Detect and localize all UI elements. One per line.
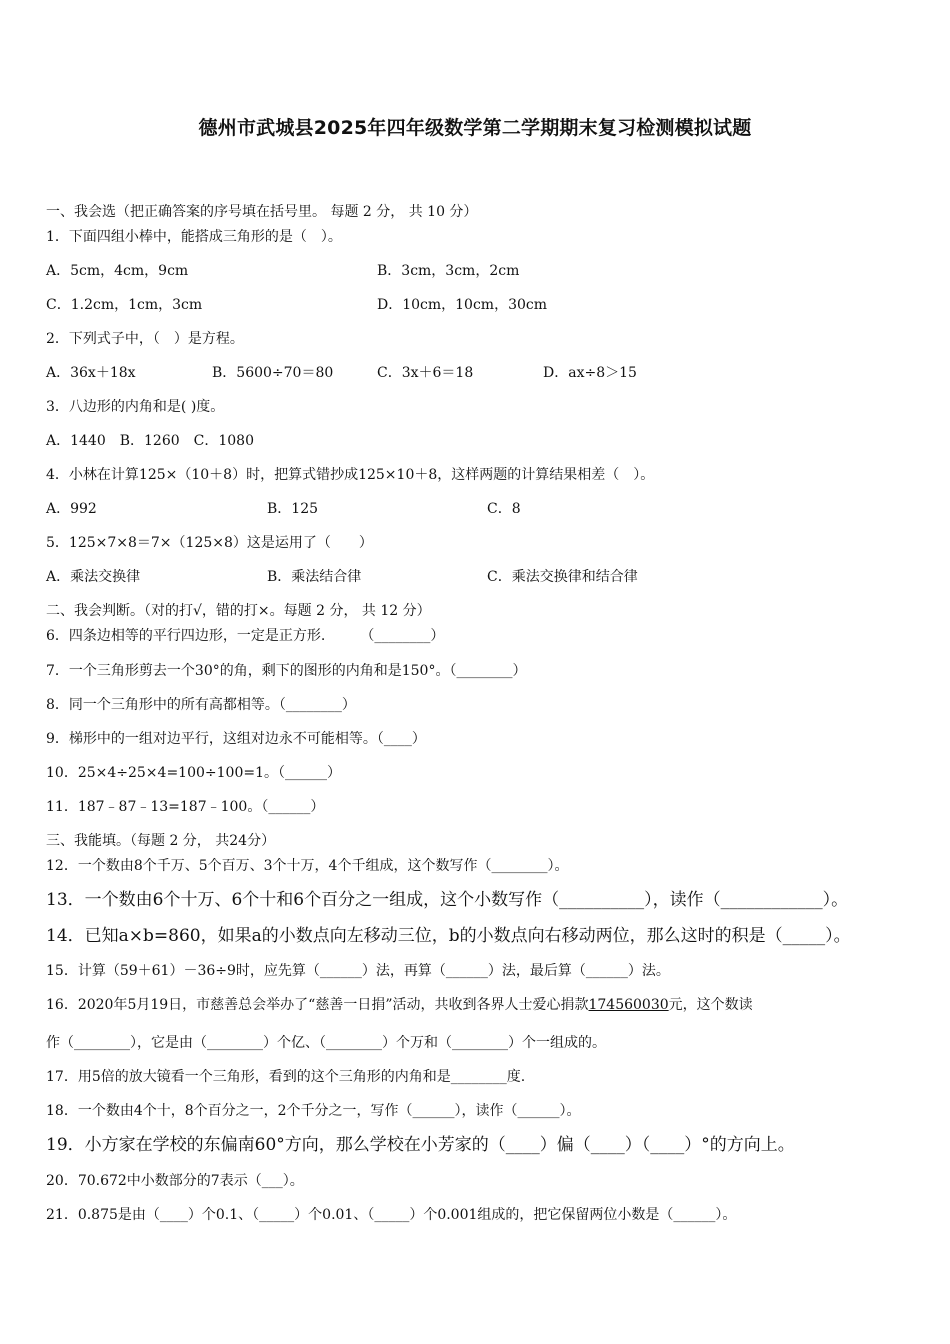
question-11: 11．187﹣87﹣13=187﹣100。（______）: [46, 799, 325, 815]
section-heading-fill: 三、我能填。（每题 2 分， 共24分）: [46, 833, 276, 849]
q1-option-c[interactable]: C．1.2cm，1cm，3cm: [46, 297, 203, 313]
exam-title: 德州市武城县2025年四年级数学第二学期期末复习检测模拟试题: [198, 117, 752, 139]
q2-option-b[interactable]: B．5600÷70＝80: [212, 365, 334, 381]
q2-option-c[interactable]: C．3x＋6＝18: [377, 365, 474, 381]
question-20: 20．70.672中小数部分的7表示（___）。: [46, 1173, 304, 1189]
question-15: 15．计算（59＋61）－36÷9时，应先算（______）法，再算（______）法，最后算（______）法。: [46, 963, 670, 979]
q5-option-a[interactable]: A．乘法交换律: [46, 569, 141, 585]
q3-options[interactable]: A．1440 B．1260 C．1080: [46, 433, 254, 449]
question-7: 7．一个三角形剪去一个30°的角，剩下的图形的内角和是150°。（________）: [46, 663, 527, 679]
question-14: 14．已知a×b=860，如果a的小数点向左移动三位，b的小数点向右移动两位，那么这时的积是（_____）。: [46, 926, 851, 946]
q5-option-c[interactable]: C．乘法交换律和结合律: [487, 569, 638, 585]
q1-option-d[interactable]: D．10cm，10cm，30cm: [377, 297, 548, 313]
section-heading-choice: 一、我会选（把正确答案的序号填在括号里。 每题 2 分， 共 10 分）: [46, 204, 478, 220]
question-19: 19．小方家在学校的东偏南60°方向，那么学校在小芳家的（____）偏（____）（____）°的方向上。: [46, 1135, 795, 1155]
question-13: 13．一个数由6个十万、6个十和6个百分之一组成，这个小数写作（__________），读作（____________）。: [46, 890, 849, 910]
q4-option-b[interactable]: B．125: [267, 501, 319, 517]
q5-option-b[interactable]: B．乘法结合律: [267, 569, 362, 585]
question-6: 6．四条边相等的平行四边形，一定是正方形. （________）: [46, 628, 445, 644]
q4-option-a[interactable]: A．992: [46, 501, 97, 517]
q1-option-b[interactable]: B．3cm，3cm，2cm: [377, 263, 520, 279]
question-16-text: 16．2020年5月19日，市慈善总会举办了“慈善一日捐”活动，共收到各界人士爱心捐款: [46, 997, 589, 1013]
donation-amount: 174560030: [588, 997, 669, 1013]
question-18: 18．一个数由4个十，8个百分之一，2个千分之一，写作（______），读作（______）。: [46, 1103, 581, 1119]
question-1: 1．下面四组小棒中，能搭成三角形的是（ ）。: [46, 229, 342, 245]
question-16-line-2: 作（________），它是由（________）个亿、（________）个万和（________）个一组成的。: [46, 1035, 606, 1051]
q4-option-c[interactable]: C．8: [487, 501, 521, 517]
section-heading-judge: 二、我会判断。（对的打√，错的打×。每题 2 分， 共 12 分）: [46, 603, 431, 619]
q2-option-a[interactable]: A．36x＋18x: [46, 365, 136, 381]
question-3: 3．八边形的内角和是( )度。: [46, 399, 225, 415]
question-16: [46, 996, 753, 1014]
question-4: 4．小林在计算125×（10＋8）时，把算式错抄成125×10＋8，这样两题的计算结果相差（ ）。: [46, 467, 655, 483]
q1-option-a[interactable]: A．5cm，4cm，9cm: [46, 263, 189, 279]
question-17: 17．用5倍的放大镜看一个三角形，看到的这个三角形的内角和是________度.: [46, 1069, 526, 1085]
question-8: 8．同一个三角形中的所有高都相等。（________）: [46, 697, 356, 713]
question-10: 10．25×4÷25×4=100÷100=1。（______）: [46, 765, 341, 781]
q2-option-d[interactable]: D．ax÷8＞15: [543, 365, 637, 381]
question-2: 2．下列式子中，（ ）是方程。: [46, 331, 244, 347]
question-9: 9．梯形中的一组对边平行，这组对边永不可能相等。（____）: [46, 731, 426, 747]
question-12: 12．一个数由8个千万、5个百万、3个十万，4个千组成，这个数写作（________）。: [46, 858, 569, 874]
question-16-text-end: 元，这个数读: [668, 997, 753, 1013]
question-21: 21．0.875是由（____）个0.1、（_____）个0.01、（_____）个0.001组成的，把它保留两位小数是（______）。: [46, 1207, 737, 1223]
question-5: 5．125×7×8＝7×（125×8）这是运用了（ ）: [46, 535, 373, 551]
